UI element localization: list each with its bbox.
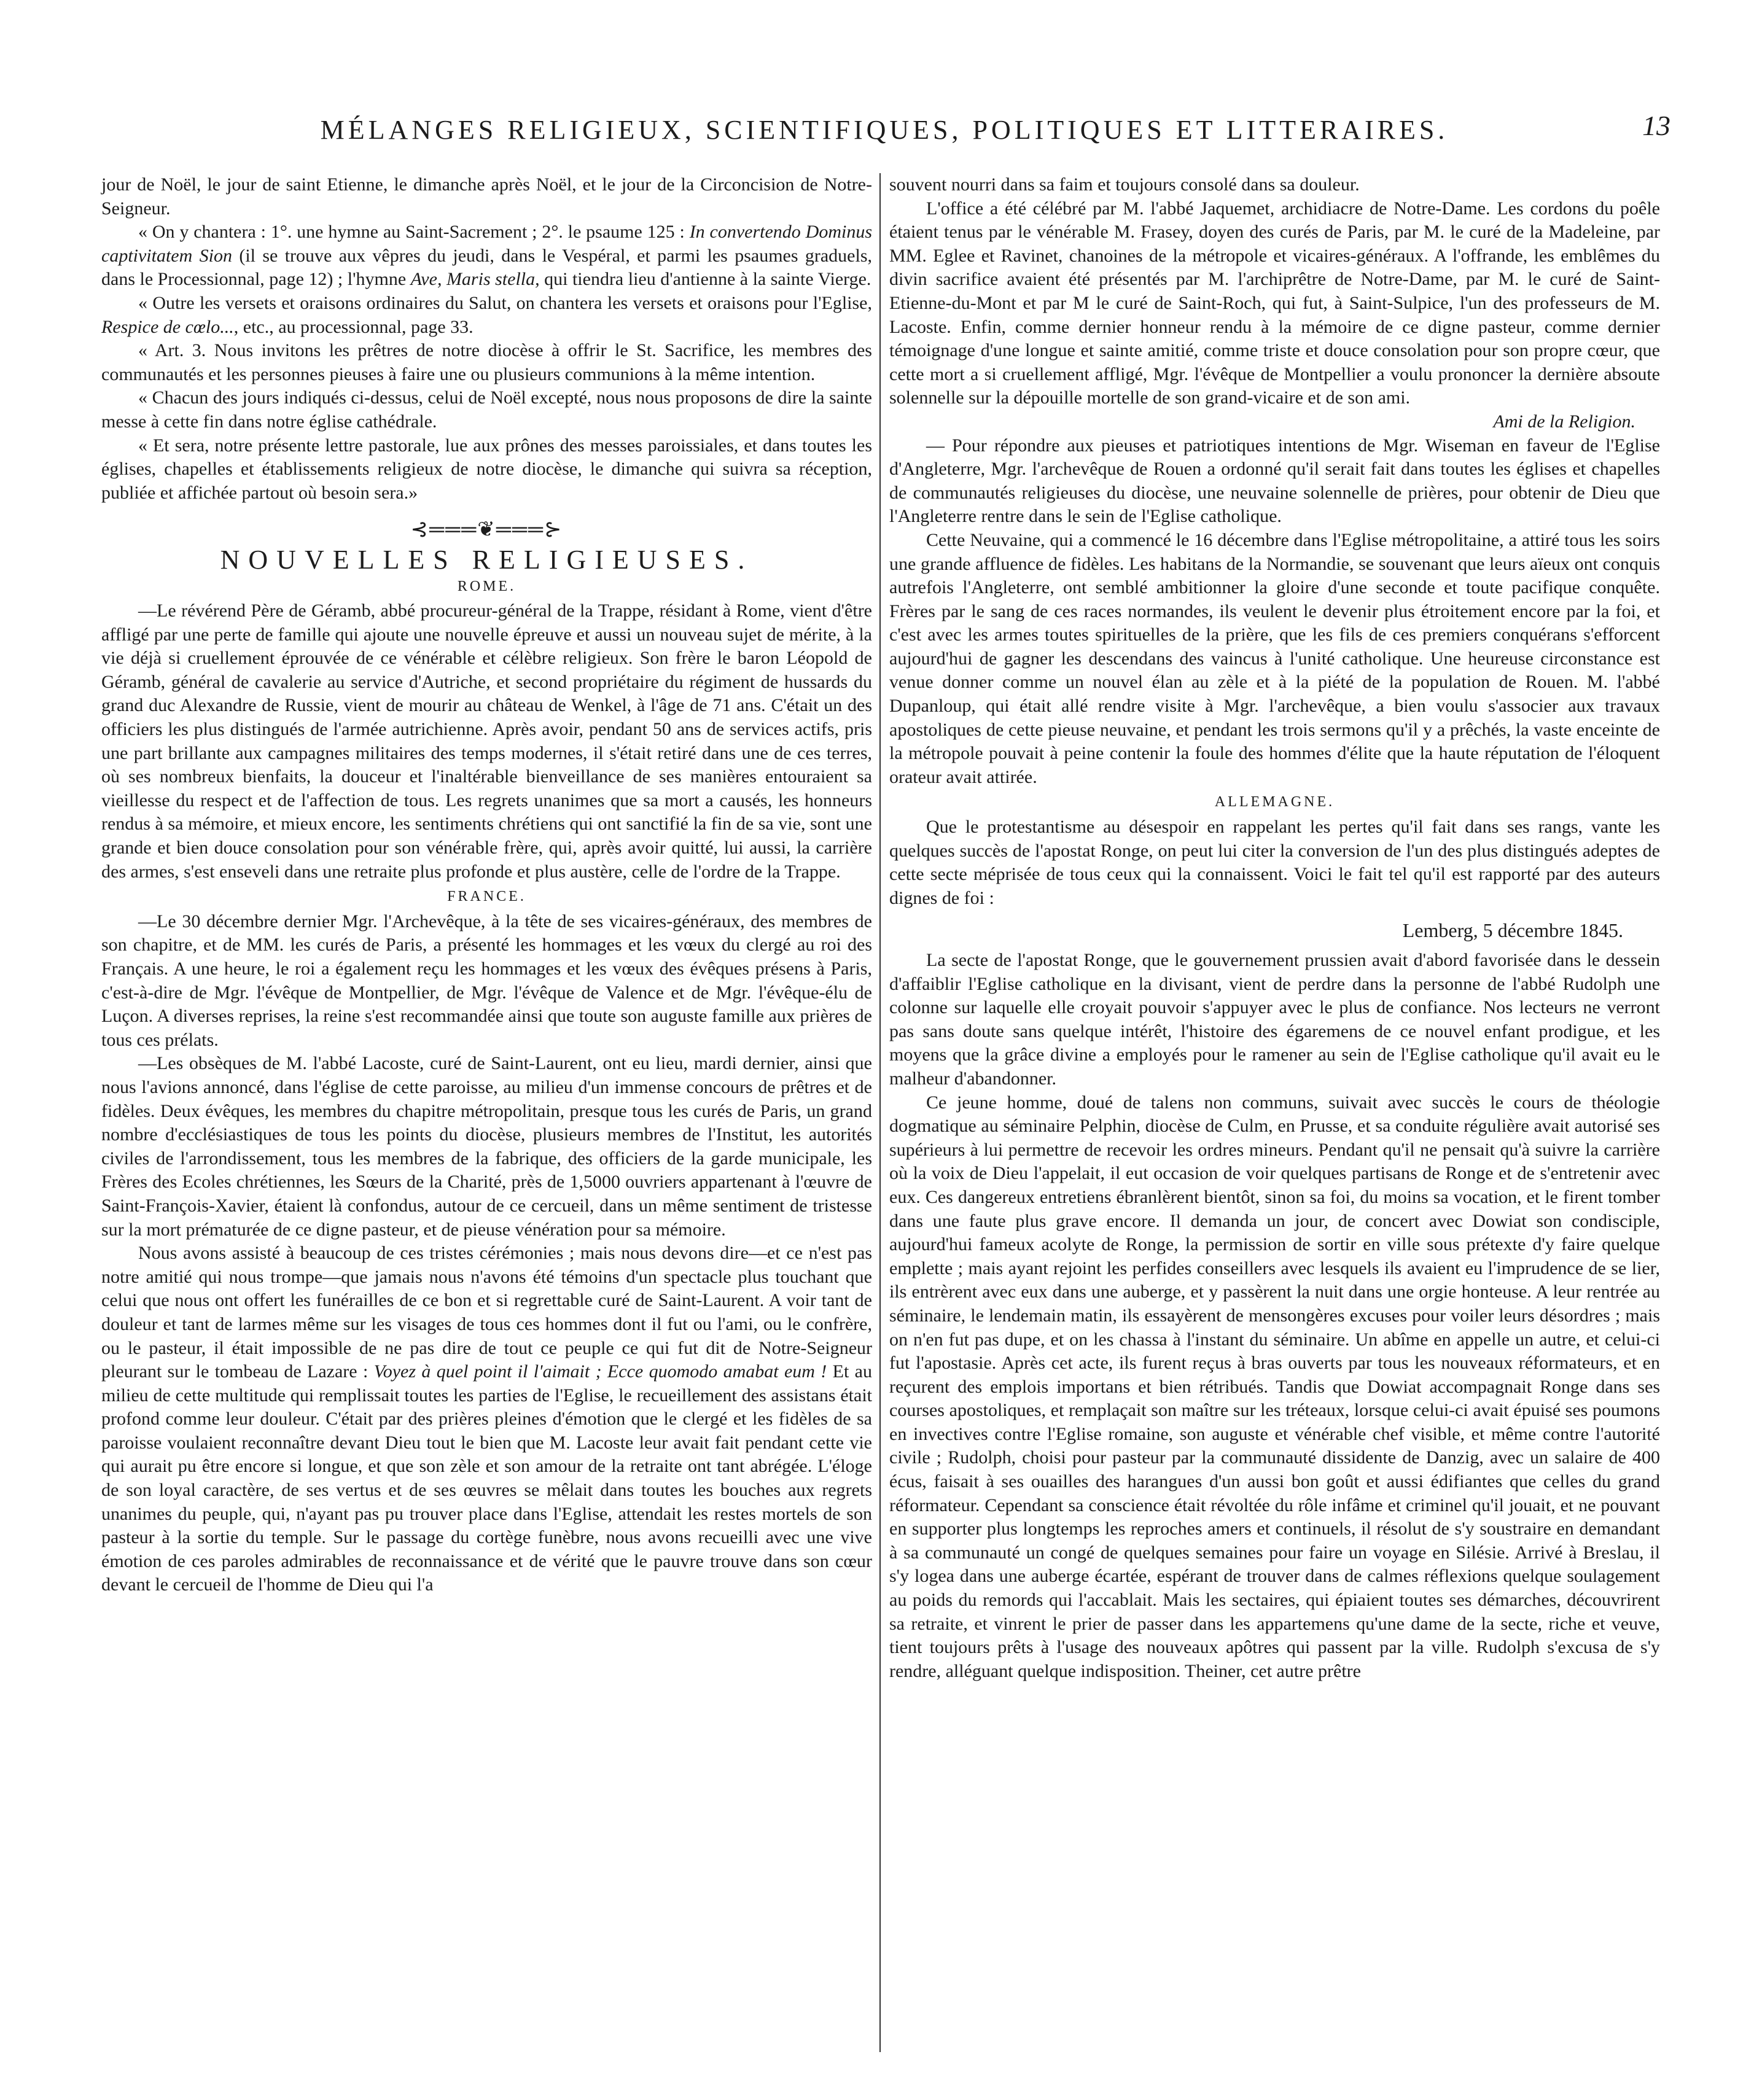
- paragraph: souvent nourri dans sa faim et toujours consolé dans sa douleur.: [889, 174, 1360, 195]
- paragraph: Que le protestantisme au désespoir en rappelant les pertes qu'il fait dans ses rangs, vante les quelques succès de l'apostat Ronge, on peut lui citer la conversion de l'un des plus distingués adeptes de cette secte méprisée de tous ceux qui la connaissent. Voici le fait tel qu'il est rapporté par des auteurs dignes de foi :: [889, 817, 1660, 908]
- paragraph: —Le révérend Père de Géramb, abbé procureur-général de la Trappe, résidant à Rome, vient d'être affligé par une perte de famille qui ajoute une nouvelle épreuve et aussi un nouveau sujet de mérite, à la vie déjà si cruellement éprouvée de ce vénérable et célèbre religieux. Son frère le baron Léopold de Géramb, général de cavalerie au service d'Autriche, et second propriétaire du régiment de hussards du grand duc Alexandre de Russie, vient de mourir au château de Wenkel, à l'âge de 71 ans. C'était un des officiers les plus distingués de l'armée autrichienne. Après avoir, pendant 50 ans de services actifs, pris une part brillante aux campagnes militaires des temps modernes, il s'était retiré dans une de ces terres, où ses nombreux bienfaits, la douceur et l'inaltérable bienveillance de ses manières entouraient sa vieillesse du respect et de l'affection de tous. Les regrets unanimes que sa mort a causés, les honneurs rendus à sa mémoire, et mieux encore, les sentiments chrétiens qui ont sanctifié la fin de sa vie, sont une grande et bien douce consolation pour son vénérable frère, qui, après avoir quitté, lui aussi, la carrière des armes, s'est enseveli dans une retraite plus profonde et plus austère, celle de l'ordre de la Trappe.: [101, 601, 872, 882]
- text-run: Nous avons assisté à beaucoup de ces tristes cérémonies ; mais nous devons dire—et ce n'est pas notre amitié qui nous trompe—que jamais nous n'avons été témoins d'un spectacle plus touchant que celui que nous ont offert les funérailles de ce bon et si regrettable curé de Saint-Laurent. A voir tant de douleur et tant de larmes même sur les visages de tous ces hommes dont il fut ou l'ami, ou le confrère, ou le pasteur, il était impossible de ne pas dire de tout ce peuple ce qui fut dit de Notre-Seigneur pleurant sur le tombeau de Lazare :: [101, 1243, 872, 1382]
- paragraph: L'office a été célébré par M. l'abbé Jaquemet, archidiacre de Notre-Dame. Les cordons du poêle étaient tenus par le vénérable M. Frasey, doyen des curés de Paris, par M. le curé de la Madeleine, par MM. Eglee et Ravinet, chanoines de la métropole et vicaires-généraux. A l'offrande, les emblêmes du divin sacrifice avaient été présentés par M. l'archiprêtre de Notre-Dame, par M. le curé de Saint-Etienne-du-Mont et par M le curé de Saint-Roch, qui fut, à Saint-Sulpice, l'un des professeurs de M. Lacoste. Enfin, comme dernier honneur rendu à la mémoire de ce digne pasteur, comme dernier témoignage d'une longue et sainte amitié, comme triste et douce consolation pour son propre cœur, que cette mort a si cruellement affligé, Mgr. l'évêque de Montpellier a voulu prononcer la dernière absoute solennelle sur la dépouille mortelle de son grand-vicaire et de son ami.: [889, 198, 1660, 408]
- place-heading-rome: ROME.: [457, 578, 517, 594]
- italic-text: Respice de cœlo...: [101, 316, 234, 337]
- paragraph: La secte de l'apostat Ronge, que le gouvernement prussien avait d'abord favorisée dans le dessein d'affaiblir l'Eglise catholique en la divisant, vient de perdre dans la personne de l'abbé Rudolph une colonne sur laquelle elle croyait pouvoir s'appuyer avec le plus de confiance. Nos lecteurs ne verront pas sans doute sans quelque intérêt, l'histoire des égaremens de ce nouvel enfant prodigue, et les moyens que la grâce divine a employés pour le ramener au sein de l'Eglise catholique qu'il avait eu le malheur d'abandonner.: [889, 950, 1660, 1089]
- paragraph: [101, 292, 872, 339]
- text-run: (il se trouve aux vêpres du jeudi, dans le Vespéral, et parmi les psaumes graduels, dans le Processionnal, page 12) ; l'hymne: [101, 245, 873, 290]
- text-run: qui tiendra lieu d'antienne à la sainte Vierge.: [539, 269, 871, 290]
- place-heading-allemagne: ALLEMAGNE.: [1214, 794, 1335, 811]
- paragraph: — Pour répondre aux pieuses et patriotiques intentions de Mgr. Wiseman en faveur de l'Eglise d'Angleterre, Mgr. l'archevêque de Rouen a ordonné qu'il serait fait dans toutes les églises et chapelles de communautés religieuses du diocèse, une neuvaine solennelle de prières, pour obtenir de Dieu que l'Angleterre rentre dans le sein de l'Eglise catholique.: [889, 435, 1660, 527]
- place-heading-france: FRANCE.: [447, 889, 526, 905]
- paragraph: Cette Neuvaine, qui a commencé le 16 décembre dans l'Eglise métropolitaine, a attiré tous les soirs une grande affluence de fidèles. Les habitans de la Normandie, se souvenant que leurs aïeux ont conquis autrefois l'Angleterre, ont semblé ambitionner la gloire d'une seconde et toute pacifique conquête. Frères par le sang de ces races normandes, ils veulent le devenir plus étroitement encore par la foi, et c'est avec les armes toutes spirituelles de la prière, que les fils de ces premiers conquérans s'efforcent aujourd'hui de gagner les descendans des vaincus à l'unité catholique. Une heureuse circonstance est venue donner comme un nouvel élan au zèle et à la piété de la population de Rouen. M. l'abbé Dupanloup, qui était allé rendre visite à Mgr. l'archevêque, a bien voulu s'associer aux travaux apostoliques de cette pieuse neuvaine, et pendant les trois sermons qu'il y a prêchés, la vaste enceinte de la métropole pouvait à peine contenir la foule des hommes d'élite que la haute réputation de l'éloquent orateur avait attirée.: [889, 529, 1660, 787]
- section-title: NOUVELLES RELIGIEUSES.: [220, 544, 754, 575]
- paragraph: jour de Noël, le jour de saint Etienne, le dimanche après Noël, et le jour de la Circoncision de Notre-Seigneur.: [101, 174, 872, 219]
- left-column: [101, 173, 872, 1597]
- italic-text: Ave, Maris stella,: [410, 269, 540, 290]
- right-column: [889, 173, 1660, 1683]
- paragraph: [101, 220, 872, 292]
- running-head: [98, 103, 1670, 152]
- text-run: « Outre les versets et oraisons ordinaires du Salut, on chantera les versets et oraisons pour l'Eglise,: [138, 292, 872, 313]
- paragraph: Ce jeune homme, doué de talens non communs, suivait avec succès le cours de théologie dogmatique au séminaire Pelphin, diocèse de Culm, en Prusse, et sa conduite régulière avait autorisé ses supérieurs à lui permettre de recevoir les ordres mineurs. Pendant qu'il ne pensait qu'à suivre la carrière où la voix de Dieu l'appelait, il eut occasion de voir quelques partisans de Ronge et de s'entretenir avec eux. Ces dangereux entretiens ébranlèrent bientôt, sinon sa foi, du moins sa vocation, et le firent tomber dans une faute plus grave encore. Il demanda un jour, de concert avec Dowiat son condisciple, aujourd'hui fameux acolyte de Ronge, la permission de sortir en ville sous prétexte d'y faire quelque emplette ; mais ayant rejoint les perfides conseillers avec lesquels ils avaient eu l'imprudence de se lier, ils entrèrent avec eux dans une auberge, et y passèrent la nuit dans une orgie honteuse. A leur rentrée au séminaire, le lendemain matin, ils essayèrent de mensongères excuses pour voiler leurs désordres ; mais on n'en fut pas dupe, et on les chassa à l'instant du séminaire. Un abîme en appelle un autre, et celui-ci fut l'apostasie. Après cet acte, ils furent reçus à bras ouverts par tous les nouveaux réformateurs, et en reçurent des emplois importans et bien rétribués. Tandis que Dowiat accompagnait Ronge dans ses courses apostoliques, et remplaçait son maître sur les tréteaux, lorsque celui-ci avait épuisé ses poumons en invectives contre l'Eglise romaine, son auguste et vénérable chef visible, et même contre l'autorité civile ; Rudolph, choisi pour pasteur par la communauté dissidente de Danzig, avec un salaire de 400 écus, faisait à ses ouailles des harangues d'un aussi bon goût et aussi édifiantes que celles du grand réformateur. Cependant sa conscience était révoltée du rôle infâme et criminel qu'il jouait, et ne pouvant en supporter plus longtemps les reproches amers et continuels, il résolut de s'y soustraire en demandant à sa communauté un congé de quelques semaines pour faire un voyage en Silésie. Arrivé à Breslau, il s'y logea dans une auberge écartée, espérant de trouver dans de calmes réflexions quelque soulagement au poids du remords qui l'accablait. Mais les sectaires, qui épiaient toutes ses démarches, découvrirent sa retraite, et vinrent le prier de passer dans les appartemens qu'une dame de la secte, riche et veuve, tient toujours prêts à l'usage des nouveaux apôtres qui passent par la ville. Rudolph s'excusa de s'y rendre, alléguant quelque indisposition. Theiner, cet autre prêtre: [889, 1092, 1660, 1681]
- text-run: « On y chantera : 1°. une hymne au Saint-Sacrement ; 2°. le psaume 125 :: [138, 222, 690, 243]
- italic-text: In convertendo Dominus captivitatem Sion: [101, 222, 872, 266]
- column-rule: [879, 173, 881, 2052]
- dateline: Lemberg, 5 décembre 1845.: [1402, 919, 1623, 942]
- page-number: 13: [1642, 110, 1670, 141]
- text-run: , etc., au processionnal, page 33.: [233, 316, 474, 337]
- paragraph: [101, 1242, 872, 1597]
- paragraph: —Le 30 décembre dernier Mgr. l'Archevêque, à la tête de ses vicaires-généraux, des membres de son chapitre, et de MM. les curés de Paris, a présenté les hommages et les vœux du clergé au roi des Français. A une heure, le roi a également reçu les hommages et les vœux des évêques présens à Paris, c'est-à-dire de Mgr. l'évêque de Montpellier, de Mgr. l'évêque de Valence et de Mgr. l'évêque-élu de Luçon. A diverses reprises, la reine s'est recommandée ainsi que toute son auguste famille aux prières de tous ces prélats.: [101, 911, 872, 1050]
- italic-text: Voyez à quel point il l'aimait ; Ecce quomodo amabat eum !: [373, 1361, 827, 1382]
- source-signature: Ami de la Religion.: [1493, 411, 1635, 432]
- running-title: MÉLANGES RELIGIEUX, SCIENTIFIQUES, POLITIQUES ET LITTERAIRES.: [320, 115, 1449, 145]
- paragraph: « Chacun des jours indiqués ci-dessus, celui de Noël excepté, nous nous proposons de dire la sainte messe à cette fin dans notre église cathédrale.: [101, 387, 872, 432]
- paragraph: —Les obsèques de M. l'abbé Lacoste, curé de Saint-Laurent, ont eu lieu, mardi dernier, ainsi que nous l'avions annoncé, dans l'église de cette paroisse, au milieu d'un immense concours de prêtres et de fidèles. Deux évêques, les membres du chapitre métropolitain, presque tous les curés de Paris, un grand nombre d'ecclésiastiques de tous les points du diocèse, plusieurs membres de l'Institut, les autorités civiles de l'arrondissement, tous les membres de la fabrique, des officiers de la garde municipale, les Frères des Ecoles chrétiennes, les Sœurs de la Charité, près de 1,5000 ouvriers appartenant à l'œuvre de Saint-François-Xavier, étaient là confondus, autour de ce cercueil, dans un même sentiment de tristesse sur la mort prématurée de ce digne pasteur, et de pieuse vénération pour sa mémoire.: [101, 1053, 872, 1240]
- paragraph: « Art. 3. Nous invitons les prêtres de notre diocèse à offrir le St. Sacrifice, les membres des communautés et les personnes pieuses à faire une ou plusieurs communions à la même intention.: [101, 340, 872, 384]
- paragraph: « Et sera, notre présente lettre pastorale, lue aux prônes des messes paroissiales, et dans toutes les églises, chapelles et établissements religieux de notre diocèse, le dimanche qui suivra sa réception, publiée et affichée partout où besoin sera.»: [101, 435, 872, 503]
- text-run: Et au milieu de cette multitude qui remplissait toutes les parties de l'Eglise, le recueillement des assistans était profond comme leur douleur. C'était par des prières pleines d'émotion que le clergé et les fidèles de sa paroisse voulaient reconnaître devant Dieu tout le bien que M. Lacoste leur avait fait pendant cette vie qui aurait pu être encore si longue, et que son zèle et son amour de la retraite ont tant abrégée. L'éloge de son loyal caractère, de ses vertus et de ses œuvres se mêlait dans toutes les bouches aux regrets unanimes du peuple, qui, n'ayant pas pu trouver place dans l'Eglise, attendait les restes mortels de son pasteur à la sortie du temple. Sur le passage du cortège funèbre, nous avons recueilli avec une vive émotion de ces paroles admirables de reconnaissance et de vérité que le pauvre trouve dans son cœur devant le cercueil de l'homme de Dieu qui l'a: [101, 1361, 872, 1595]
- ornament-divider: ⊰═══❦═══⊱: [410, 518, 563, 542]
